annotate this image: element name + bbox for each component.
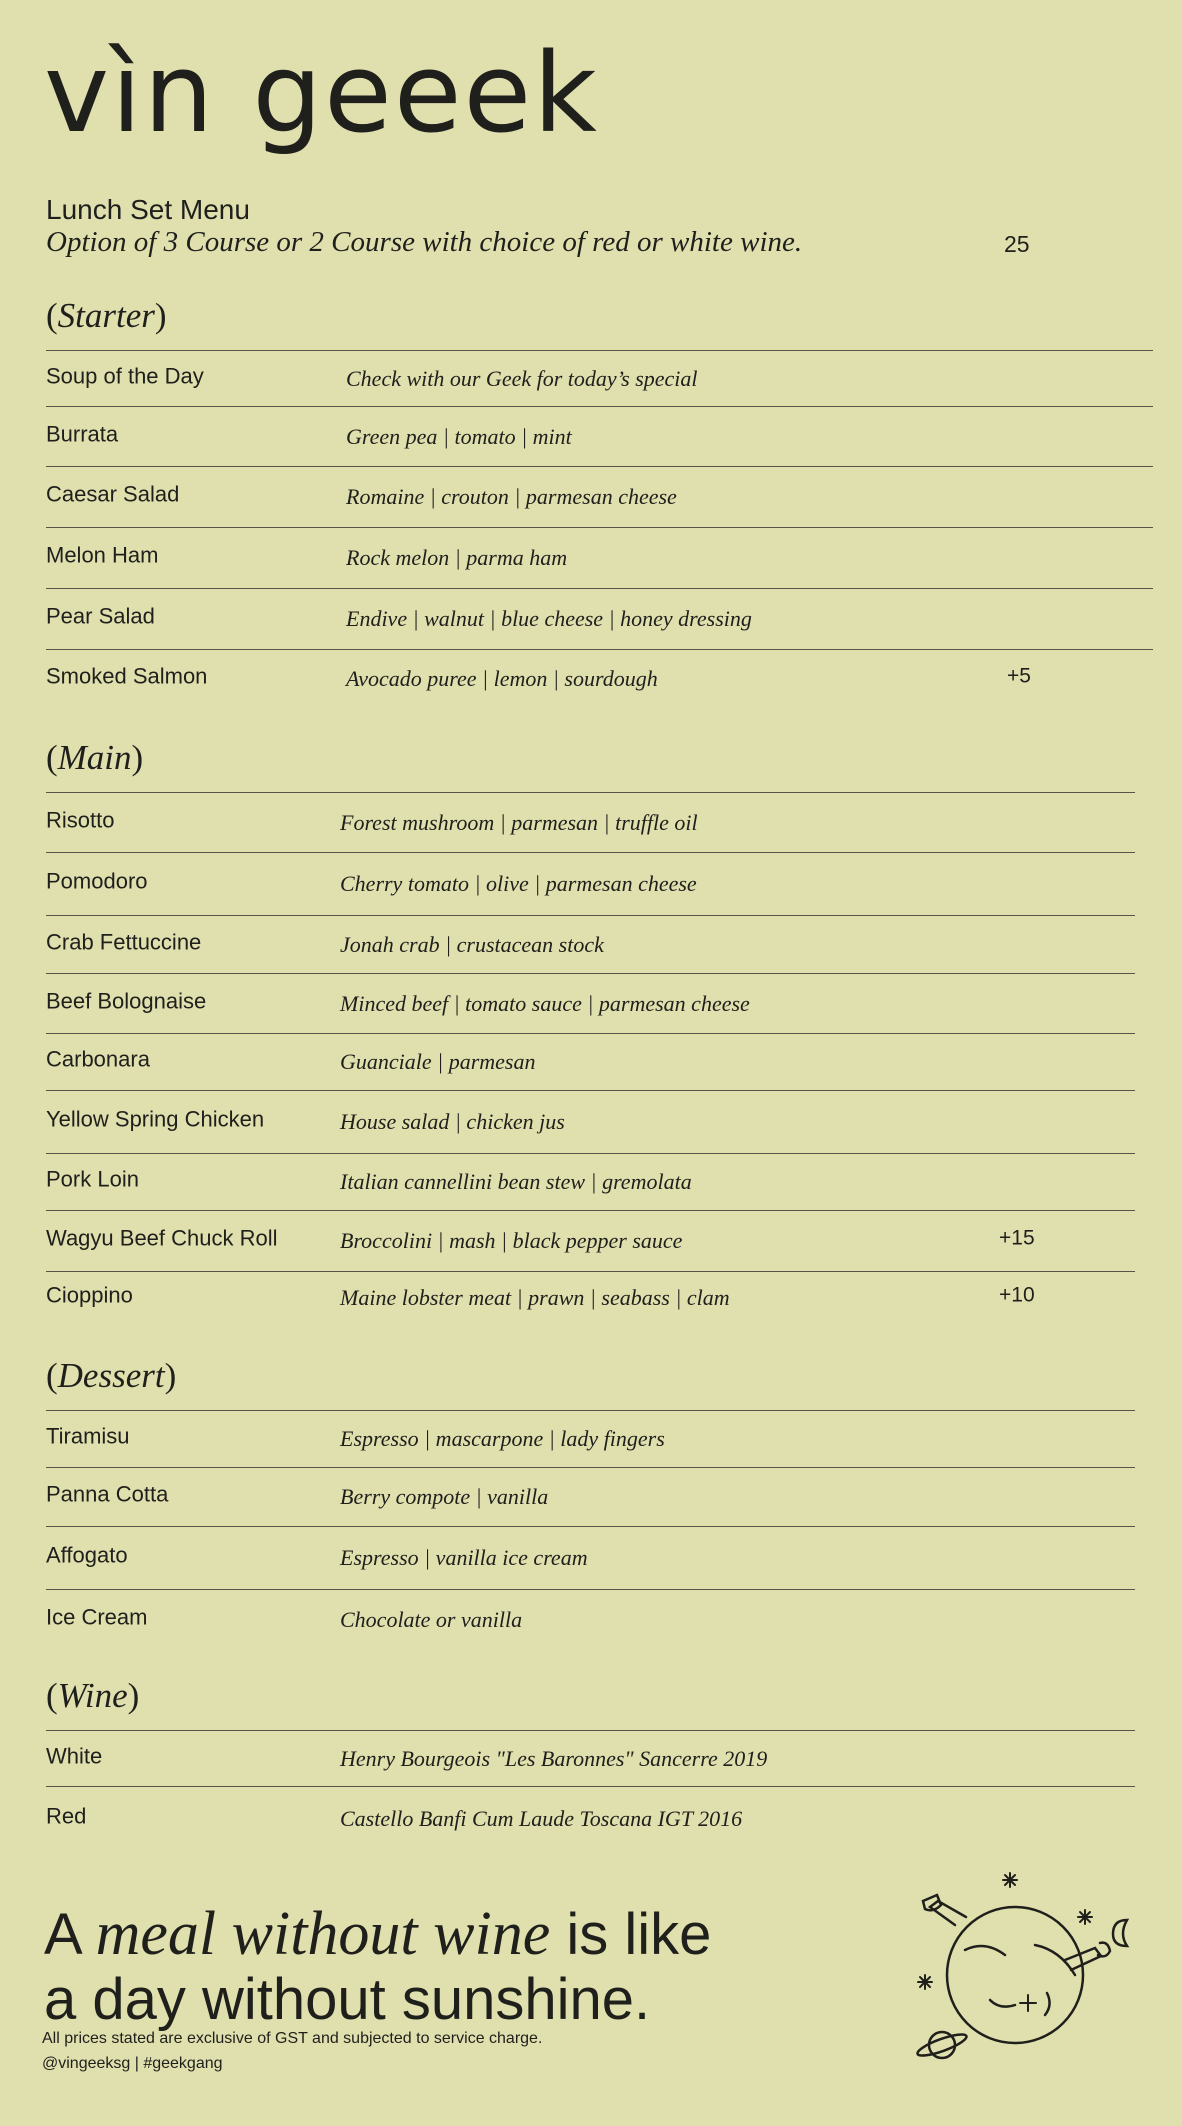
item-name: Ice Cream xyxy=(46,1604,148,1630)
menu-item xyxy=(46,589,1153,650)
section-title: (Starter) xyxy=(46,296,167,335)
menu-item xyxy=(46,467,1153,528)
item-description: Espresso | mascarpone | lady fingers xyxy=(340,1426,665,1451)
item-name: Pomodoro xyxy=(46,868,148,894)
menu-item xyxy=(46,1154,1135,1211)
item-description: Italian cannellini bean stew | gremolata xyxy=(340,1169,692,1194)
item-description: Chocolate or vanilla xyxy=(340,1607,523,1632)
item-name: Pear Salad xyxy=(46,603,155,629)
quote-line-1: A meal without wine is like xyxy=(44,1900,712,1968)
item-description: Cherry tomato | olive | parmesan cheese xyxy=(340,871,697,896)
starter-list xyxy=(46,350,1153,708)
item-name: Caesar Salad xyxy=(46,481,180,507)
item-name: Red xyxy=(46,1803,87,1829)
main-section xyxy=(46,736,1135,1324)
item-description: Guanciale | parmesan xyxy=(340,1049,536,1074)
wine-section xyxy=(46,1674,1135,1851)
menu-item xyxy=(46,1468,1135,1527)
set-menu-subtitle: Option of 3 Course or 2 Course with choice of red or white wine. xyxy=(46,226,803,258)
menu-item xyxy=(46,1211,1135,1272)
menu-item xyxy=(46,974,1135,1034)
item-name: Affogato xyxy=(46,1542,128,1568)
item-description: Green pea | tomato | mint xyxy=(346,423,572,449)
item-name: White xyxy=(46,1742,103,1768)
quote-line-2: a day without sunshine. xyxy=(44,1967,651,2033)
item-surcharge: +5 xyxy=(1007,664,1031,688)
item-description: Espresso | vanilla ice cream xyxy=(340,1545,588,1570)
item-name: Risotto xyxy=(46,806,115,832)
dessert-list xyxy=(46,1410,1135,1650)
menu-item xyxy=(46,650,1153,708)
item-name: Beef Bolognaise xyxy=(46,987,207,1013)
menu-item xyxy=(46,1731,1135,1787)
item-description: Rock melon | parma ham xyxy=(346,545,568,570)
item-description: Avocado puree | lemon | sourdough xyxy=(346,666,658,691)
menu-item xyxy=(46,1091,1135,1154)
menu-item xyxy=(46,1527,1135,1590)
wine-quote xyxy=(44,1900,711,2032)
set-menu-title: Lunch Set Menu xyxy=(46,194,250,225)
menu-item xyxy=(46,1411,1135,1468)
item-name: Cioppino xyxy=(46,1282,133,1308)
item-name: Burrata xyxy=(46,420,119,446)
starter-section xyxy=(46,294,1153,708)
item-description: Castello Banfi Cum Laude Toscana IGT 2016 xyxy=(340,1806,743,1831)
item-description: Endive | walnut | blue cheese | honey dressing xyxy=(346,606,752,631)
set-menu-price: 25 xyxy=(1004,231,1030,257)
menu-item xyxy=(46,1272,1135,1324)
menu-item xyxy=(46,407,1153,467)
item-name: Wagyu Beef Chuck Roll xyxy=(46,1225,278,1251)
item-name: Tiramisu xyxy=(46,1423,130,1449)
menu-item xyxy=(46,916,1135,974)
item-name: Melon Ham xyxy=(46,542,159,568)
item-description: Jonah crab | crustacean stock xyxy=(340,931,604,957)
main-list xyxy=(46,792,1135,1324)
item-name: Panna Cotta xyxy=(46,1481,169,1507)
item-description: Minced beef | tomato sauce | parmesan cheese xyxy=(340,990,750,1016)
social-handles: @vingeeksg | #geekgang xyxy=(42,2055,223,2072)
world-wine-illustration-icon xyxy=(895,1865,1135,2075)
menu-item xyxy=(46,528,1153,589)
item-name: Soup of the Day xyxy=(46,362,204,388)
section-title: (Main) xyxy=(46,738,144,777)
menu-item xyxy=(46,1590,1135,1650)
item-name: Smoked Salmon xyxy=(46,663,208,689)
item-description: Check with our Geek for today’s special xyxy=(346,365,698,391)
item-surcharge: +10 xyxy=(999,1283,1035,1307)
item-name: Carbonara xyxy=(46,1046,150,1072)
menu-item xyxy=(46,351,1153,407)
item-description: House salad | chicken jus xyxy=(340,1109,565,1134)
item-description: Berry compote | vanilla xyxy=(340,1484,549,1509)
price-disclaimer: All prices stated are exclusive of GST and subjected to service charge. xyxy=(42,2030,543,2047)
menu-item xyxy=(46,1787,1135,1851)
item-description: Henry Bourgeois "Les Baronnes" Sancerre 2019 xyxy=(340,1745,768,1771)
item-name: Pork Loin xyxy=(46,1166,139,1192)
item-name: Yellow Spring Chicken xyxy=(46,1106,265,1132)
item-name: Crab Fettuccine xyxy=(46,928,202,954)
item-description: Broccolini | mash | black pepper sauce xyxy=(340,1228,683,1253)
menu-item xyxy=(46,1034,1135,1091)
dessert-section xyxy=(46,1354,1135,1650)
section-title: (Dessert) xyxy=(46,1356,177,1395)
item-description: Forest mushroom | parmesan | truffle oil xyxy=(340,809,698,835)
menu-item xyxy=(46,793,1135,853)
brand-logo: vìn geeek xyxy=(44,29,599,157)
section-title: (Wine) xyxy=(46,1676,140,1715)
menu-item xyxy=(46,853,1135,916)
item-surcharge: +15 xyxy=(999,1226,1035,1250)
wine-list xyxy=(46,1730,1135,1851)
item-description: Romaine | crouton | parmesan cheese xyxy=(346,484,677,509)
item-description: Maine lobster meat | prawn | seabass | clam xyxy=(340,1285,730,1310)
